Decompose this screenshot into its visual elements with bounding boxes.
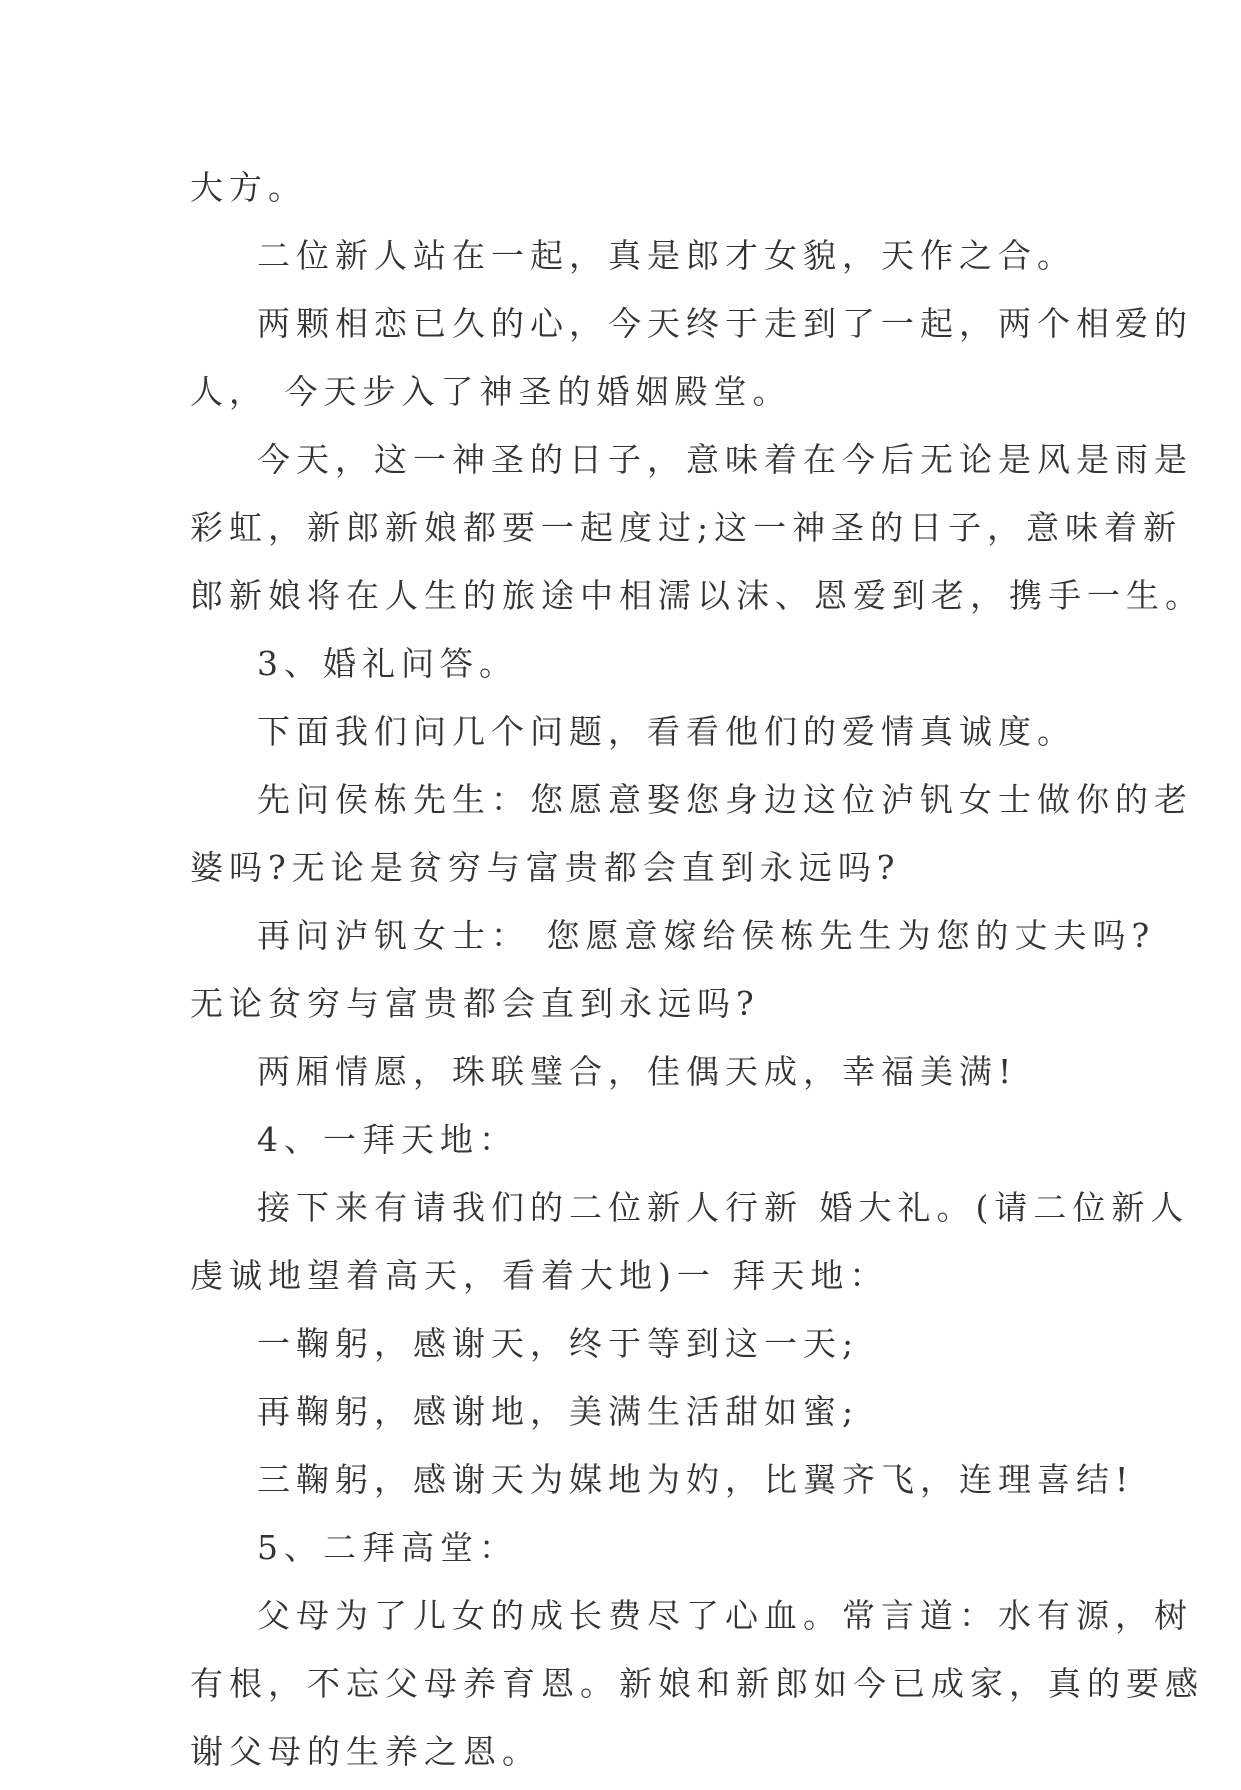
document-body [190,158,1204,1790]
paragraph-line: 大方。 [190,168,307,207]
paragraph-line: 有根，不忘父母养育恩。新娘和新郎如今已成家，真的要感 [190,1664,1204,1703]
paragraph-line: 5、二拜高堂： [257,1528,518,1567]
paragraph-line: 两颗相恋已久的心，今天终于走到了一起，两个相爱的 [257,304,1193,343]
paragraph-line: 再鞠躬，感谢地，美满生活甜如蜜; [257,1392,860,1431]
paragraph-line: 先问侯栋先生：您愿意娶您身边这位泸钒女士做你的老 [257,780,1193,819]
paragraph-line: 郎新娘将在人生的旅途中相濡以沫、恩爱到老，携手一生。 [190,576,1204,615]
paragraph-line: 一鞠躬，感谢天，终于等到这一天; [257,1324,860,1363]
paragraph-line: 彩虹，新郎新娘都要一起度过;这一神圣的日子，意味着新 [190,508,1183,547]
paragraph-line: 无论贫穷与富贵都会直到永远吗? [190,984,760,1023]
paragraph-line: 接下来有请我们的二位新人行新 婚大礼。(请二位新人 [257,1188,1190,1227]
paragraph-line: 谢父母的生养之恩。 [190,1732,541,1771]
paragraph-line: 下面我们问几个问题，看看他们的爱情真诚度。 [257,712,1076,751]
paragraph-line: 3、婚礼问答。 [257,644,518,683]
paragraph-line: 二位新人站在一起，真是郎才女貌，天作之合。 [257,236,1076,275]
paragraph-line: 人， 今天步入了神圣的婚姻殿堂。 [190,372,792,411]
paragraph-line: 再问泸钒女士： 您愿意嫁给侯栋先生为您的丈夫吗? [257,916,1156,955]
paragraph-line: 三鞠躬，感谢天为媒地为妁，比翼齐飞，连理喜结! [257,1460,1135,1499]
paragraph-line: 婆吗?无论是贫穷与富贵都会直到永远吗? [190,848,901,887]
paragraph-line: 4、一拜天地： [257,1120,518,1159]
paragraph-line: 今天，这一神圣的日子，意味着在今后无论是风是雨是 [257,440,1193,479]
paragraph-line: 父母为了儿女的成长费尽了心血。常言道：水有源，树 [257,1596,1193,1635]
paragraph-line: 两厢情愿，珠联璧合，佳偶天成，幸福美满! [257,1052,1018,1091]
paragraph-line: 虔诚地望着高天，看着大地)一 拜天地： [190,1256,889,1295]
